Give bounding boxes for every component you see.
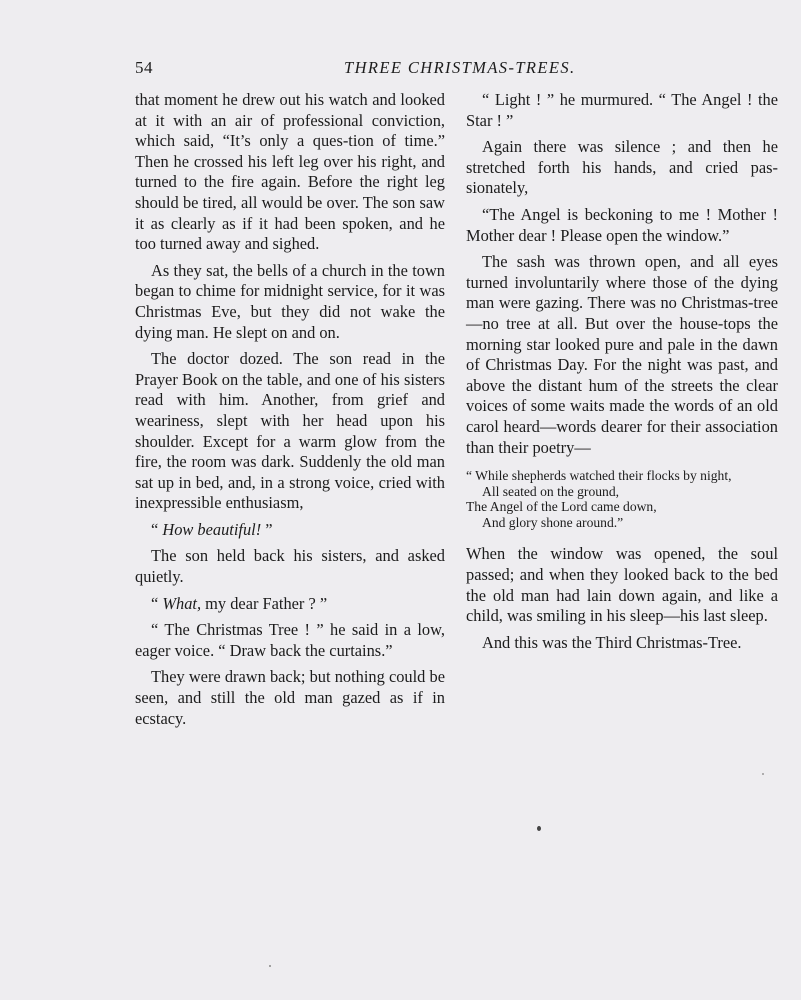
paragraph: As they sat, the bells of a church in the town began to chime for midnight service, for it was Christmas Eve, but they did not wake the dying man. He slept on and on. (135, 260, 445, 342)
paragraph: The doctor dozed. The son read in the Prayer Book on the table, and one of his sisters read with him. Another, from grief and weariness, slept with her head upon his shoulder. Except for a warm glow from the fire, the room was dark. Suddenly the old man sat up in bed, and, in a strong voice, cried with inexpressible enthusiasm, (135, 349, 445, 513)
verse-line: And glory shone around.” (482, 514, 624, 530)
ink-speck (269, 965, 271, 967)
ink-speck (537, 826, 541, 831)
running-title: THREE CHRISTMAS-TREES. (344, 58, 576, 77)
paragraph: And this was the Third Christmas-Tree. (482, 632, 742, 652)
quote-open: “ (151, 593, 163, 613)
question-rest: my dear Father ? ” (201, 593, 328, 613)
paragraph: They were drawn back; but nothing could be seen, and still the old man gazed as if in ecstacy. (135, 667, 445, 728)
page-header (0, 58, 801, 82)
italic-word: What, (162, 593, 202, 613)
ink-speck (762, 773, 764, 775)
verse-line: All seated on the ground, (482, 483, 620, 499)
verse-line: “ While shepherds watched their flocks by night, (466, 468, 732, 484)
question-line (135, 594, 445, 615)
italic-exclamation: How beautiful! (162, 519, 262, 539)
paragraph: “ The Christmas Tree ! ” he said in a low, eager voice. “ Draw back the curtains.” (135, 620, 445, 660)
exclamation-line (135, 520, 445, 541)
quote-open: “ (151, 519, 163, 539)
paragraph: When the window was opened, the soul passed; and when they looked back to the bed the old man had lain down again, and like a child, was smiling in his sleep—his last sleep. (466, 544, 778, 626)
paragraph: The sash was thrown open, and all eyes turned involuntarily where those of the dying man were gazing. There was no Christmas-tree—no tree at all. But over the house-tops the morning star looked pure and pale in the dawn of Christmas Day. For the night was past, and above the distant hum of the streets the clear voices of some waits made the words of an old carol heard—words dearer for their association than their poetry— (466, 252, 778, 457)
page-number: 54 (135, 58, 153, 77)
verse-line: The Angel of the Lord came down, (466, 499, 657, 515)
paragraph: “The Angel is beckoning to me ! Mother ! Mother dear ! Please open the window.” (466, 204, 778, 245)
paragraph: “ Light ! ” he murmured. “ The Angel ! the Star ! ” (466, 90, 778, 130)
carol-verse (466, 468, 778, 530)
quote-close: ” (261, 519, 273, 539)
paragraph: The son held back his sisters, and asked quietly. (135, 546, 445, 587)
paragraph: Again there was silence ; and then he stretched forth his hands, and cried pas-sionately, (466, 137, 778, 198)
paragraph: that moment he drew out his watch and looked at it with an air of professional conviction, which said, “It’s only a ques-tion of time.” Then he crossed his left leg over his right, and turned to the fire again. Before the right leg should be tired, all would be over. The son saw it as clearly as if it had been spoken, and he too turned away and sighed. (135, 90, 445, 254)
left-column (135, 90, 445, 735)
right-column (466, 90, 778, 659)
